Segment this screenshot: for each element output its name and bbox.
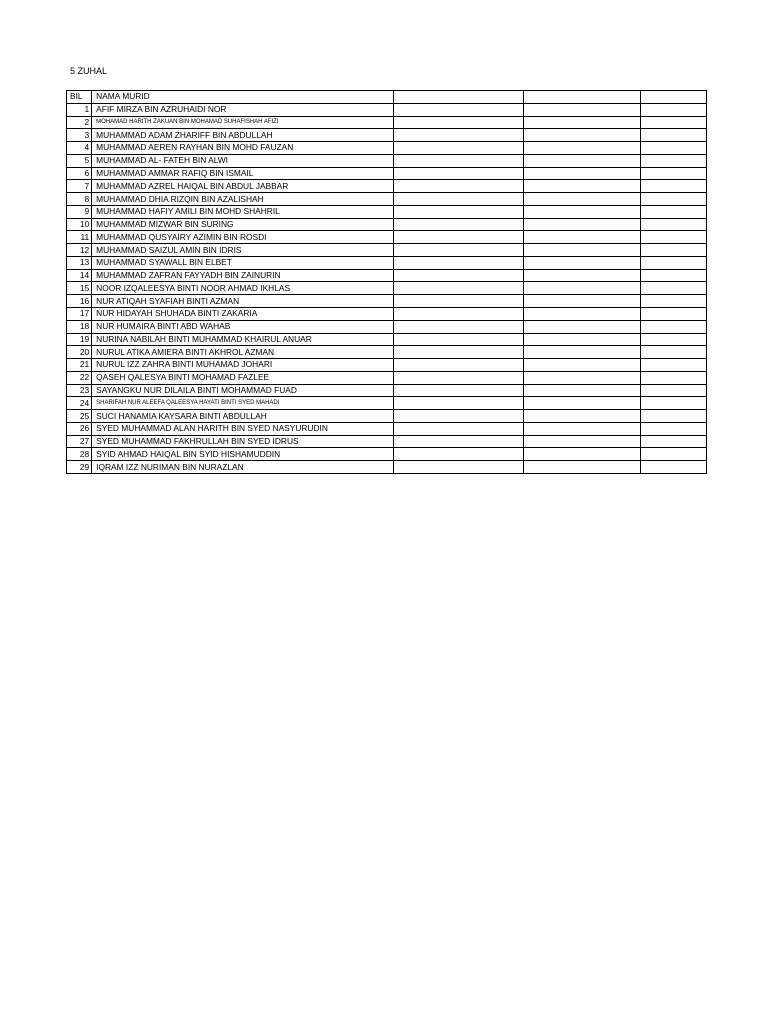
empty-cell [523, 308, 640, 321]
empty-cell [394, 359, 524, 372]
row-number: 3 [67, 129, 92, 142]
header-name: NAMA MURID [92, 91, 394, 104]
empty-cell [394, 320, 524, 333]
row-number: 13 [67, 256, 92, 269]
row-number: 22 [67, 371, 92, 384]
empty-cell [523, 435, 640, 448]
student-name: SYED MUHAMMAD ALAN HARITH BIN SYED NASYURUDIN [92, 422, 394, 435]
student-name: NUR HUMAIRA BINTI ABD WAHAB [92, 320, 394, 333]
student-name: MUHAMMAD AEREN RAYHAN BIN MOHD FAUZAN [92, 142, 394, 155]
empty-cell [394, 435, 524, 448]
empty-cell [394, 205, 524, 218]
table-row [67, 448, 707, 461]
empty-cell [523, 154, 640, 167]
empty-cell [640, 397, 706, 410]
student-name: IQRAM IZZ NURIMAN BIN NURAZLAN [92, 461, 394, 474]
empty-cell [523, 167, 640, 180]
table-row [67, 154, 707, 167]
empty-cell [523, 320, 640, 333]
row-number: 23 [67, 384, 92, 397]
empty-cell [523, 116, 640, 129]
row-number: 17 [67, 308, 92, 321]
row-number: 18 [67, 320, 92, 333]
row-number: 4 [67, 142, 92, 155]
row-number: 6 [67, 167, 92, 180]
table-header-row [67, 91, 707, 104]
row-number: 11 [67, 231, 92, 244]
table-row [67, 461, 707, 474]
row-number: 19 [67, 333, 92, 346]
empty-cell [394, 346, 524, 359]
empty-cell [523, 142, 640, 155]
table-row [67, 129, 707, 142]
table-row [67, 333, 707, 346]
student-name: SYID AHMAD HAIQAL BIN SYID HISHAMUDDIN [92, 448, 394, 461]
empty-cell [523, 371, 640, 384]
header-bil: BIL [67, 91, 92, 104]
table-row [67, 231, 707, 244]
student-name: MUHAMMAD MIZWAR BIN SURING [92, 218, 394, 231]
empty-cell [394, 422, 524, 435]
student-name: MOHAMAD HARITH ZAKUAN BIN MOHAMAD SUHAFISHAH AFIZI [92, 116, 394, 129]
empty-cell [640, 142, 706, 155]
empty-cell [523, 180, 640, 193]
table-row [67, 167, 707, 180]
empty-cell [640, 91, 706, 104]
empty-cell [523, 256, 640, 269]
row-number: 5 [67, 154, 92, 167]
student-name: MUHAMMAD AL- FATEH BIN ALWI [92, 154, 394, 167]
empty-cell [640, 103, 706, 116]
empty-cell [394, 384, 524, 397]
empty-cell [394, 282, 524, 295]
empty-cell [640, 448, 706, 461]
row-number: 2 [67, 116, 92, 129]
student-name: NUR HIDAYAH SHUHADA BINTI ZAKARIA [92, 308, 394, 321]
student-name: SYED MUHAMMAD FAKHRULLAH BIN SYED IDRUS [92, 435, 394, 448]
student-name: MUHAMMAD ADAM ZHARIFF BIN ABDULLAH [92, 129, 394, 142]
row-number: 27 [67, 435, 92, 448]
empty-cell [640, 295, 706, 308]
student-name: NURINA NABILAH BINTI MUHAMMAD KHAIRUL ANUAR [92, 333, 394, 346]
table-row [67, 295, 707, 308]
student-name: SUCI HANAMIA KAYSARA BINTI ABDULLAH [92, 410, 394, 423]
empty-cell [523, 103, 640, 116]
empty-cell [640, 244, 706, 257]
empty-cell [394, 129, 524, 142]
empty-cell [394, 231, 524, 244]
table-row [67, 320, 707, 333]
empty-cell [394, 180, 524, 193]
row-number: 26 [67, 422, 92, 435]
empty-cell [640, 193, 706, 206]
row-number: 9 [67, 205, 92, 218]
row-number: 15 [67, 282, 92, 295]
student-list-table [66, 90, 707, 474]
empty-cell [640, 384, 706, 397]
table-row [67, 384, 707, 397]
row-number: 7 [67, 180, 92, 193]
empty-cell [523, 129, 640, 142]
empty-cell [523, 193, 640, 206]
empty-cell [523, 231, 640, 244]
empty-cell [640, 154, 706, 167]
empty-cell [640, 231, 706, 244]
student-name: MUHAMMAD AZREL HAIQAL BIN ABDUL JABBAR [92, 180, 394, 193]
empty-cell [394, 116, 524, 129]
table-row [67, 397, 707, 410]
row-number: 24 [67, 397, 92, 410]
empty-cell [640, 359, 706, 372]
table-row [67, 180, 707, 193]
empty-cell [523, 384, 640, 397]
table-row [67, 193, 707, 206]
table-row [67, 218, 707, 231]
empty-cell [640, 116, 706, 129]
table-row [67, 205, 707, 218]
row-number: 20 [67, 346, 92, 359]
empty-cell [394, 269, 524, 282]
empty-cell [394, 333, 524, 346]
empty-cell [640, 422, 706, 435]
empty-cell [640, 205, 706, 218]
table-row [67, 410, 707, 423]
empty-cell [394, 448, 524, 461]
row-number: 21 [67, 359, 92, 372]
empty-cell [394, 91, 524, 104]
empty-cell [394, 461, 524, 474]
table-body [67, 91, 707, 474]
student-name: SHARIFAH NUR ALEEFA QALEESYA HAYATI BINTI SYED MAHADI [92, 397, 394, 410]
student-name: NOOR IZQALEESYA BINTI NOOR AHMAD IKHLAS [92, 282, 394, 295]
table-row [67, 269, 707, 282]
row-number: 16 [67, 295, 92, 308]
empty-cell [640, 256, 706, 269]
student-name: AFIF MIRZA BIN AZRUHAIDI NOR [92, 103, 394, 116]
table-row [67, 282, 707, 295]
empty-cell [394, 103, 524, 116]
student-name: MUHAMMAD SYAWALL BIN ELBET [92, 256, 394, 269]
student-name: MUHAMMAD DHIA RIZQIN BIN AZALISHAH [92, 193, 394, 206]
empty-cell [640, 410, 706, 423]
empty-cell [640, 180, 706, 193]
row-number: 25 [67, 410, 92, 423]
empty-cell [523, 269, 640, 282]
empty-cell [523, 448, 640, 461]
student-name: NUR ATIQAH SYAFIAH BINTI AZMAN [92, 295, 394, 308]
student-name: MUHAMMAD AMMAR RAFIQ BIN ISMAIL [92, 167, 394, 180]
empty-cell [523, 282, 640, 295]
empty-cell [394, 256, 524, 269]
table-row [67, 359, 707, 372]
empty-cell [640, 167, 706, 180]
table-row [67, 256, 707, 269]
empty-cell [394, 295, 524, 308]
student-name: NURUL IZZ ZAHRA BINTI MUHAMAD JOHARI [92, 359, 394, 372]
table-row [67, 346, 707, 359]
empty-cell [394, 308, 524, 321]
empty-cell [394, 167, 524, 180]
table-row [67, 435, 707, 448]
empty-cell [394, 397, 524, 410]
empty-cell [394, 193, 524, 206]
table-row [67, 116, 707, 129]
empty-cell [640, 308, 706, 321]
row-number: 14 [67, 269, 92, 282]
empty-cell [523, 205, 640, 218]
empty-cell [523, 91, 640, 104]
empty-cell [640, 320, 706, 333]
empty-cell [640, 129, 706, 142]
table-row [67, 142, 707, 155]
empty-cell [523, 359, 640, 372]
table-row [67, 308, 707, 321]
student-name: MUHAMMAD SAIZUL AMIN BIN IDRIS [92, 244, 394, 257]
empty-cell [640, 461, 706, 474]
row-number: 28 [67, 448, 92, 461]
empty-cell [640, 269, 706, 282]
empty-cell [523, 461, 640, 474]
student-name: QASEH QALESYA BINTI MOHAMAD FAZLEE [92, 371, 394, 384]
student-name: MUHAMMAD HAFIY AMILI BIN MOHD SHAHRIL [92, 205, 394, 218]
empty-cell [523, 244, 640, 257]
empty-cell [394, 154, 524, 167]
table-row [67, 422, 707, 435]
table-row [67, 244, 707, 257]
empty-cell [523, 295, 640, 308]
table-row [67, 371, 707, 384]
table-row [67, 103, 707, 116]
row-number: 1 [67, 103, 92, 116]
student-name: NURUL ATIKA AMIERA BINTI AKHROL AZMAN [92, 346, 394, 359]
page-title: 5 ZUHAL [70, 66, 108, 76]
empty-cell [523, 346, 640, 359]
empty-cell [640, 282, 706, 295]
student-name: MUHAMMAD ZAFRAN FAYYADH BIN ZAINURIN [92, 269, 394, 282]
empty-cell [523, 410, 640, 423]
row-number: 8 [67, 193, 92, 206]
empty-cell [523, 218, 640, 231]
empty-cell [523, 422, 640, 435]
empty-cell [394, 410, 524, 423]
empty-cell [394, 244, 524, 257]
row-number: 12 [67, 244, 92, 257]
empty-cell [394, 142, 524, 155]
row-number: 29 [67, 461, 92, 474]
student-name: MUHAMMAD QUSYAIRY AZIMIN BIN ROSDI [92, 231, 394, 244]
empty-cell [640, 218, 706, 231]
empty-cell [640, 346, 706, 359]
empty-cell [640, 435, 706, 448]
student-name: SAYANGKU NUR DILAILA BINTI MOHAMMAD FUAD [92, 384, 394, 397]
empty-cell [523, 333, 640, 346]
empty-cell [394, 371, 524, 384]
empty-cell [640, 333, 706, 346]
empty-cell [394, 218, 524, 231]
empty-cell [523, 397, 640, 410]
empty-cell [640, 371, 706, 384]
row-number: 10 [67, 218, 92, 231]
